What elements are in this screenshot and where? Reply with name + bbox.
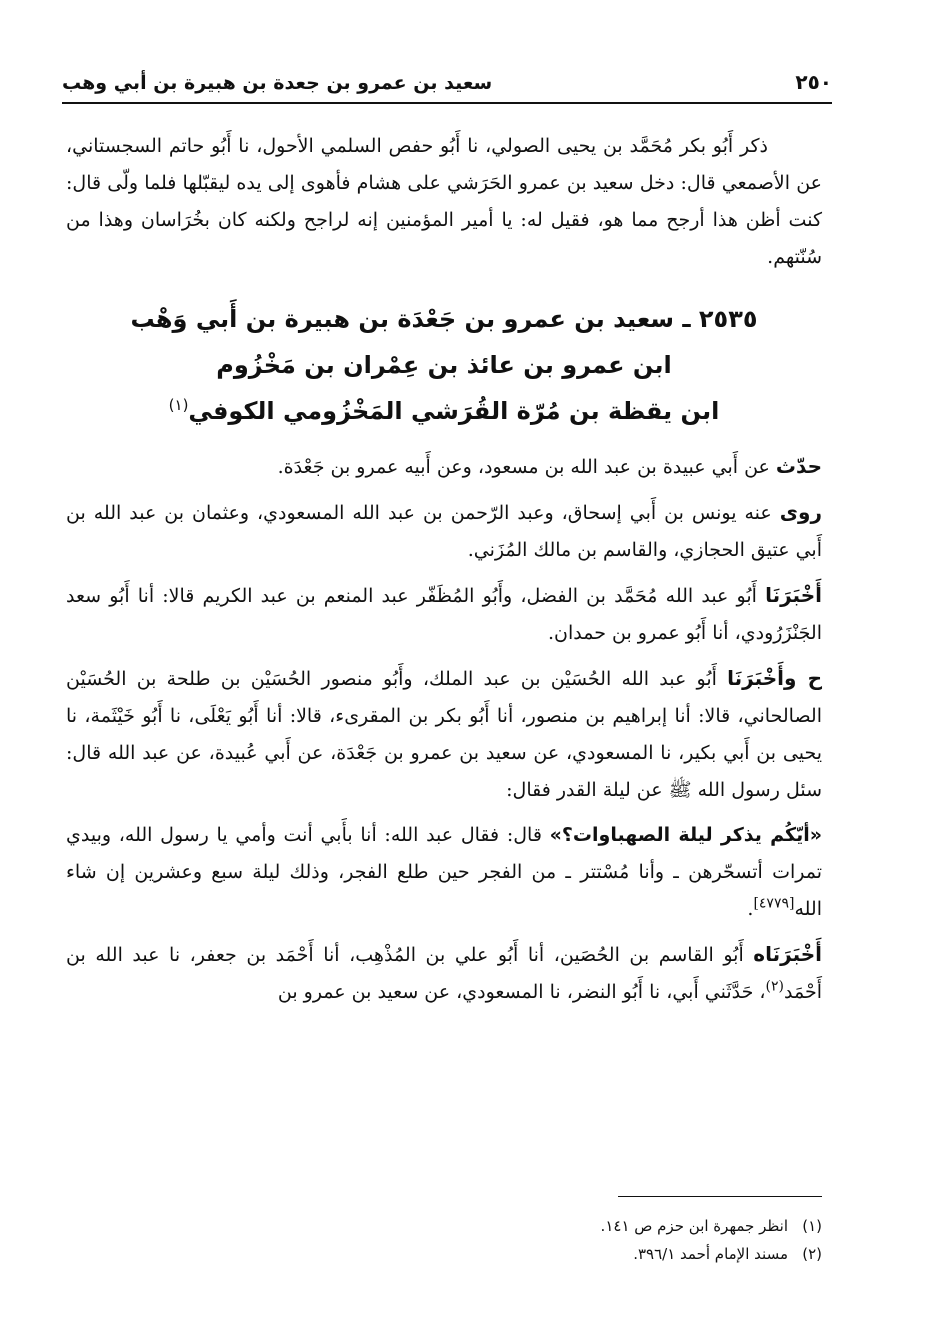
intro-paragraph: ذكر أَبُو بكر مُحَمَّد بن يحيى الصولي، نا أَبُو حفص السلمي الأحول، نا أَبُو حاتم السجستاني، عن الأصمعي قال: دخل سعيد بن عمرو الحَرَشي على هشام فأهوى إلى يده ليقبّلها فلما ولّى قال: كنت أظن هذا أرجح مما هو، فقيل له: يا أمير المؤمنين إنه لراجح ولكنه كان بخُرَاسان وهذا من سُنّتهم. — [66, 135, 822, 268]
paragraph-hadith-quote: «أيّكُم يذكر ليلة الصهباوات؟» قال: فقال عبد الله: أنا بأَبي أنت وأمي يا رسول الله، وبيدي تمرات أتسحّرهن ـ وأنا مُسْتتر ـ من الفجر حين طلع الفجر، وذلك ليلة سبع وعشرين إن شاء الله[٤٧٧٩]. — [66, 824, 823, 920]
paragraph-text: عن أَبي عبيدة بن عبد الله بن مسعود، وعن أَبيه عمرو بن جَعْدَة. — [277, 456, 776, 478]
entry-heading-line-3-text: ابن يقظة بن مُرّة القُرَشي المَخْزُومي الكوفي — [188, 397, 720, 425]
paragraph-rawa — [66, 494, 822, 569]
paragraph-lead: أَخْبَرَنَا — [765, 583, 822, 607]
footnote-item — [300, 1240, 822, 1268]
footnote-number: (١) — [802, 1217, 822, 1235]
paragraph-lead: روى — [779, 500, 822, 524]
footnotes — [300, 1212, 822, 1268]
biography-entry-heading — [66, 296, 822, 434]
paragraph-text: عنه يونس بن أَبي إسحاق، وعبد الرّحمن بن عبد الله المسعودي، وعثمان بن عبد الله بن أَبي عتيق الحجازي، والقاسم بن مالك المُزَني. — [66, 502, 822, 561]
paragraph-text-continued: ، حَدَّثَني أَبي، نا أَبُو النضر، نا المسعودي، عن سعيد بن عمرو بن — [277, 981, 766, 1003]
running-title: سعيد بن عمرو بن جعدة بن هبيرة بن أبي وهب — [62, 72, 493, 94]
entry-heading-line-1: ٢٥٣٥ ـ سعيد بن عمرو بن جَعْدَة بن هبيرة بن أَبي وَهْب — [130, 305, 758, 333]
footnote-text: انظر جمهرة ابن حزم ص ١٤١. — [600, 1217, 788, 1235]
paragraph-text: قال: فقال عبد الله: أنا بأَبي أنت وأمي يا رسول الله، وبيدي تمرات أتسحّرهن ـ وأنا مُسْتتر ـ من الفجر حين طلع الفجر، وذلك ليلة سبع وعشرين إن شاء الله — [66, 824, 822, 920]
hadith-quote: «أيّكُم يذكر ليلة الصهباوات؟» — [549, 824, 823, 846]
footnote-number: (٢) — [802, 1245, 822, 1263]
entry-heading-line-3 — [66, 388, 822, 434]
paragraph-text: أَبُو عبد الله الحُسَيْن بن عبد الملك، وأَبُو منصور الحُسَيْن بن طلحة بن الحُسَيْن الصالحاني، قالا: أنا إبراهيم بن منصور، أنا أَبُو بكر بن المقرىء، قالا: أنا أَبُو يَعْلَى، نا أَبُو خَيْثَمة، نا يحيى بن أَبي بكير، نا المسعودي، عن سعيد بن عمرو بن جَعْدَة، عن أَبي عُبيدة، عن عبد الله قال: سئل رسول الله ﷺ عن ليلة القدر فقال: — [66, 668, 822, 801]
paragraph-akhbarana-2 — [66, 660, 822, 809]
footnote-marker: (٢) — [765, 978, 785, 995]
running-header — [62, 64, 832, 104]
heading-footnote-marker: (١) — [168, 396, 189, 414]
paragraph-lead: أَخْبَرَنَاه — [753, 942, 822, 966]
entry-heading-line-2: ابن عمرو بن عائذ بن عِمْران بن مَخْزُوم — [216, 351, 672, 379]
paragraph-text: أَبُو القاسم بن الحُصَين، أنا أَبُو علي بن المُذْهِب، أنا أَحْمَد بن جعفر، نا عبد الله بن أَحْمَد — [66, 944, 822, 1003]
paragraph-akhbarana-1 — [66, 577, 822, 652]
header-rule — [62, 102, 832, 104]
paragraph-hadath — [66, 448, 822, 486]
paragraph-lead: ح وأَخْبَرَنَا — [727, 666, 823, 690]
paragraph-lead: حدّث — [775, 454, 822, 478]
page-number: ٢٥٠ — [795, 70, 832, 94]
main-text — [66, 128, 822, 1019]
paragraph-akhbaranah — [66, 936, 822, 1011]
footnote-separator — [618, 1196, 822, 1197]
footnote-item — [300, 1212, 822, 1240]
footnote-text: مسند الإمام أحمد ٣٩٦/١. — [633, 1245, 788, 1263]
hadith-reference-number: [٤٧٧٩] — [753, 895, 795, 912]
paragraph-text: أَبُو عبد الله مُحَمَّد بن الفضل، وأَبُو المُظَفّر عبد المنعم بن عبد الكريم قالا: أنا أَبُو سعد الجَنْزَرُودي، أنا أَبُو عمرو بن حمدان. — [66, 585, 822, 644]
